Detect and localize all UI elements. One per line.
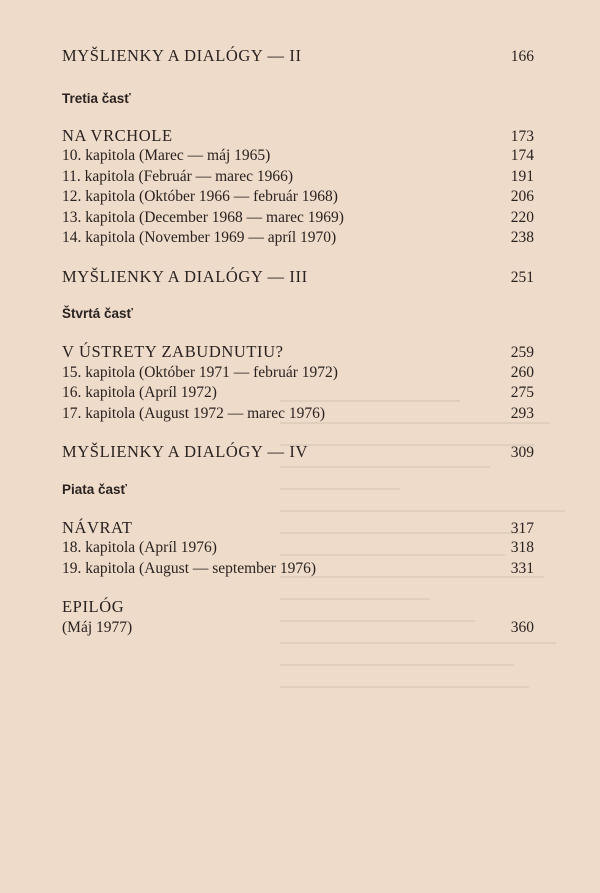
toc-entry-page: 259 bbox=[510, 344, 534, 361]
toc-entry-page: 166 bbox=[510, 48, 534, 65]
toc-entry-label: 10. kapitola (Marec — máj 1965) bbox=[62, 147, 271, 164]
toc-entry-label: NA VRCHOLE bbox=[62, 125, 173, 145]
toc-entry-chapter-12[interactable] bbox=[62, 187, 534, 208]
toc-entry-label: 17. kapitola (August 1972 — marec 1976) bbox=[62, 404, 326, 422]
toc-entry-chapter-10[interactable] bbox=[62, 146, 534, 167]
toc-entry-page: 293 bbox=[510, 404, 534, 422]
toc-entry-epilog[interactable] bbox=[62, 597, 534, 618]
toc-entry-na-vrchole[interactable] bbox=[62, 126, 534, 147]
toc-entry-dialogy-2[interactable] bbox=[62, 46, 534, 67]
toc-entry-page: 206 bbox=[510, 188, 534, 205]
toc-entry-dialogy-4[interactable] bbox=[62, 442, 534, 463]
toc-entry-v-ustrety[interactable] bbox=[62, 342, 534, 363]
toc-entry-page: 309 bbox=[510, 444, 534, 461]
toc-entry-page: 238 bbox=[510, 229, 534, 246]
toc-entry-page: 331 bbox=[510, 559, 534, 577]
toc-entry-page: 174 bbox=[510, 147, 534, 164]
toc-entry-label: 12. kapitola (Október 1966 — február 1968) bbox=[62, 188, 338, 205]
toc-entry-label: 14. kapitola (November 1969 — apríl 1970) bbox=[62, 229, 337, 246]
toc-entry-chapter-15[interactable] bbox=[62, 363, 534, 384]
toc-entry-chapter-17[interactable] bbox=[62, 404, 534, 425]
toc-entry-label: 13. kapitola (December 1968 — marec 1969) bbox=[62, 208, 344, 226]
part-title-stvrta: Štvrtá časť bbox=[62, 306, 134, 321]
toc-entry-chapter-13[interactable] bbox=[62, 208, 534, 229]
toc-entry-page: 260 bbox=[510, 363, 534, 381]
toc-entry-page: 220 bbox=[510, 208, 534, 226]
toc-entry-label: MYŠLIENKY A DIALÓGY — III bbox=[62, 266, 308, 286]
toc-entry-chapter-11[interactable] bbox=[62, 167, 534, 188]
toc-entry-label: MYŠLIENKY A DIALÓGY — IV bbox=[62, 442, 308, 461]
toc-entry-label: EPILÓG bbox=[62, 597, 125, 616]
toc-entry-label: MYŠLIENKY A DIALÓGY — II bbox=[62, 46, 302, 65]
toc-entry-chapter-14[interactable] bbox=[62, 228, 534, 249]
toc-entry-label: NÁVRAT bbox=[62, 517, 133, 537]
toc-entry-label: 18. kapitola (Apríl 1976) bbox=[62, 539, 217, 556]
table-of-contents bbox=[62, 46, 534, 638]
toc-entry-page: 360 bbox=[510, 618, 534, 636]
toc-entry-label: 11. kapitola (Február — marec 1966) bbox=[62, 167, 293, 185]
toc-entry-navrat[interactable] bbox=[62, 518, 534, 539]
toc-entry-chapter-18[interactable] bbox=[62, 538, 534, 559]
part-title-tretia: Tretia časť bbox=[62, 90, 131, 106]
toc-entry-label: 15. kapitola (Október 1971 — február 1972) bbox=[62, 363, 338, 381]
toc-entry-epilog-date bbox=[62, 618, 534, 639]
toc-entry-page: 173 bbox=[510, 127, 534, 145]
toc-entry-chapter-16[interactable] bbox=[62, 383, 534, 404]
toc-entry-chapter-19[interactable] bbox=[62, 559, 534, 580]
toc-entry-page: 191 bbox=[510, 167, 534, 185]
toc-entry-sublabel: (Máj 1977) bbox=[62, 618, 133, 636]
toc-entry-label: 16. kapitola (Apríl 1972) bbox=[62, 384, 217, 401]
toc-entry-label: V ÚSTRETY ZABUDNUTIU? bbox=[62, 342, 284, 361]
toc-entry-dialogy-3[interactable] bbox=[62, 267, 534, 288]
toc-entry-page: 251 bbox=[510, 268, 534, 286]
toc-entry-page: 317 bbox=[510, 519, 534, 537]
part-title-piata: Piata časť bbox=[62, 481, 128, 497]
toc-entry-page: 275 bbox=[510, 384, 534, 401]
toc-entry-label: 19. kapitola (August — september 1976) bbox=[62, 559, 316, 577]
toc-entry-page: 318 bbox=[510, 539, 534, 556]
